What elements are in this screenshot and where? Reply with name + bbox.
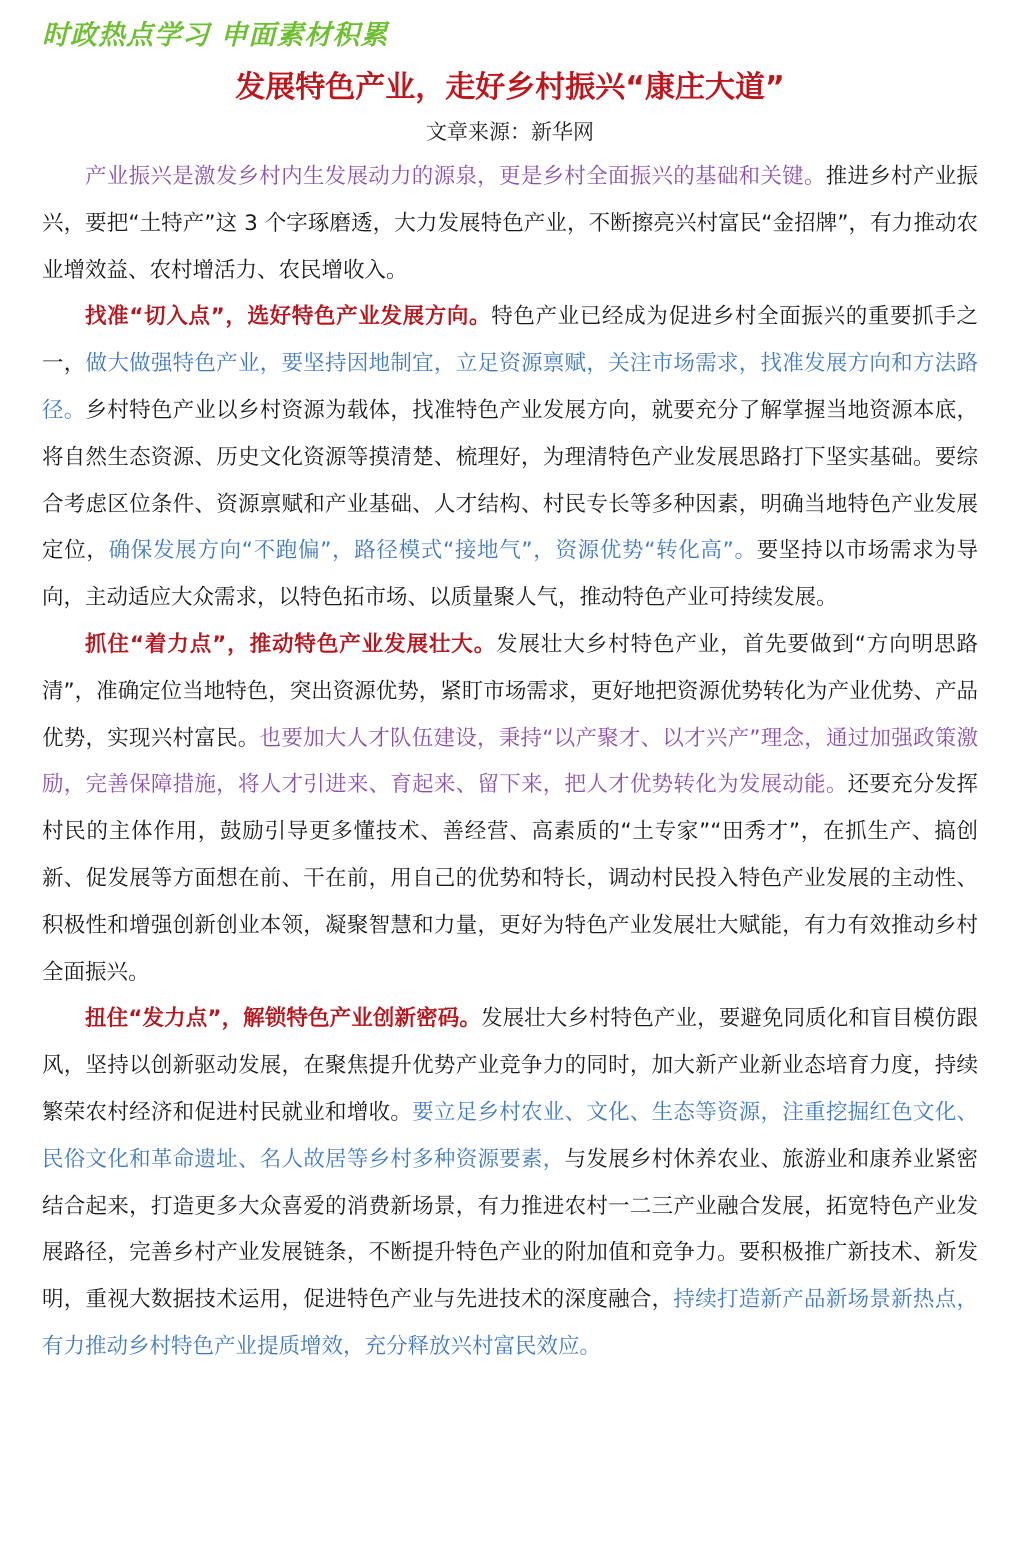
section-lead: 找准“切入点”，选好特色产业发展方向。 <box>85 304 492 330</box>
body-text: 发展壮大乡村特色产业，首先要做到“方向明思路清”，准确定位当地特色，突出资源优势，紧盯市场需求，更好地把资源优势转化为产业优势、产品优势，实现兴村富民。 <box>42 631 978 751</box>
paragraph-intro <box>42 154 978 294</box>
highlight-text: 也要加大人才队伍建设，秉持“以产聚才、以才兴产”理念，通过加强政策激励，完善保障措施，将人才引进来、育起来、留下来，把人才优势转化为发展动能。 <box>42 725 978 798</box>
body-text: 特色产业已经成为促进乡村全面振兴的重要抓手之一， <box>42 304 978 377</box>
article-source: 文章来源：新华网 <box>426 120 594 144</box>
body-text: 推进乡村产业振兴，要把“土特产”这 3 个字琢磨透，大力发展特色产业，不断擦亮兴村富民“金招牌”，有力推动农业增效益、农村增活力、农民增收入。 <box>42 164 978 283</box>
article-headline: 发展特色产业，走好乡村振兴“康庄大道” <box>235 70 785 105</box>
highlight-text: 产业振兴是激发乡村内生发展动力的源泉，更是乡村全面振兴的基础和关键。 <box>85 164 826 189</box>
body-text: 要坚持以市场需求为导向，主动适应大众需求，以特色拓市场、以质量聚人气，推动特色产业可持续发展。 <box>42 538 978 611</box>
article-body <box>42 154 978 1371</box>
section-lead: 抓住“着力点”，推动特色产业发展壮大。 <box>85 631 497 657</box>
highlight-text: 做大做强特色产业，要坚持因地制宜，立足资源禀赋，关注市场需求，找准发展方向和方法路径。 <box>42 351 978 423</box>
body-text: 与发展乡村休养农业、旅游业和康养业紧密结合起来，打造更多大众喜爱的消费新场景，有力推进农村一二三产业融合发展，拓宽特色产业发展路径，完善乡村产业发展链条，不断提升特色产业的附加值和竞争力。要积极推广新技术、新发明，重视大数据技术运用，促进特色产业与先进技术的深度融合， <box>42 1146 978 1313</box>
highlight-text: 确保发展方向“不跑偏”，路径模式“接地气”，资源优势“转化高”。 <box>108 538 757 564</box>
section-lead: 扭住“发力点”，解锁特色产业创新密码。 <box>85 1006 481 1032</box>
banner-title: 时政热点学习 申面素材积累 <box>42 20 389 51</box>
highlight-text: 持续打造新产品新场景新热点，有力推动乡村特色产业提质增效，充分释放兴村富民效应。 <box>42 1287 978 1359</box>
body-text: 发展壮大乡村特色产业，要避免同质化和盲目模仿跟风，坚持以创新驱动发展，在聚焦提升优势产业竞争力的同时，加大新产业新业态培育力度，持续繁荣农村经济和促进村民就业和增收。 <box>42 1006 978 1125</box>
highlight-text: 要立足乡村农业、文化、生态等资源，注重挖掘红色文化、民俗文化和革命遗址、名人故居等乡村多种资源要素， <box>42 1099 978 1172</box>
paragraph-focus-point <box>42 622 978 996</box>
paragraph-force-point <box>42 996 978 1370</box>
body-text: 还要充分发挥村民的主体作用，鼓励引导更多懂技术、善经营、高素质的“土专家”“田秀才”，在抓生产、搞创新、促发展等方面想在前、干在前，用自己的优势和特长，调动村民投入特色产业发展的主动性、积极性和增强创新创业本领，凝聚智慧和力量，更好为特色产业发展壮大赋能，有力有效推动乡村全面振兴。 <box>42 772 978 985</box>
body-text: 乡村特色产业以乡村资源为载体，找准特色产业发展方向，就要充分了解掌握当地资源本底，将自然生态资源、历史文化资源等摸清楚、梳理好，为理清特色产业发展思路打下坚实基础。要综合考虑区位条件、资源禀赋和产业基础、人才结构、村民专长等多种因素，明确当地特色产业发展定位， <box>42 397 978 564</box>
paragraph-entry-point <box>42 294 978 622</box>
